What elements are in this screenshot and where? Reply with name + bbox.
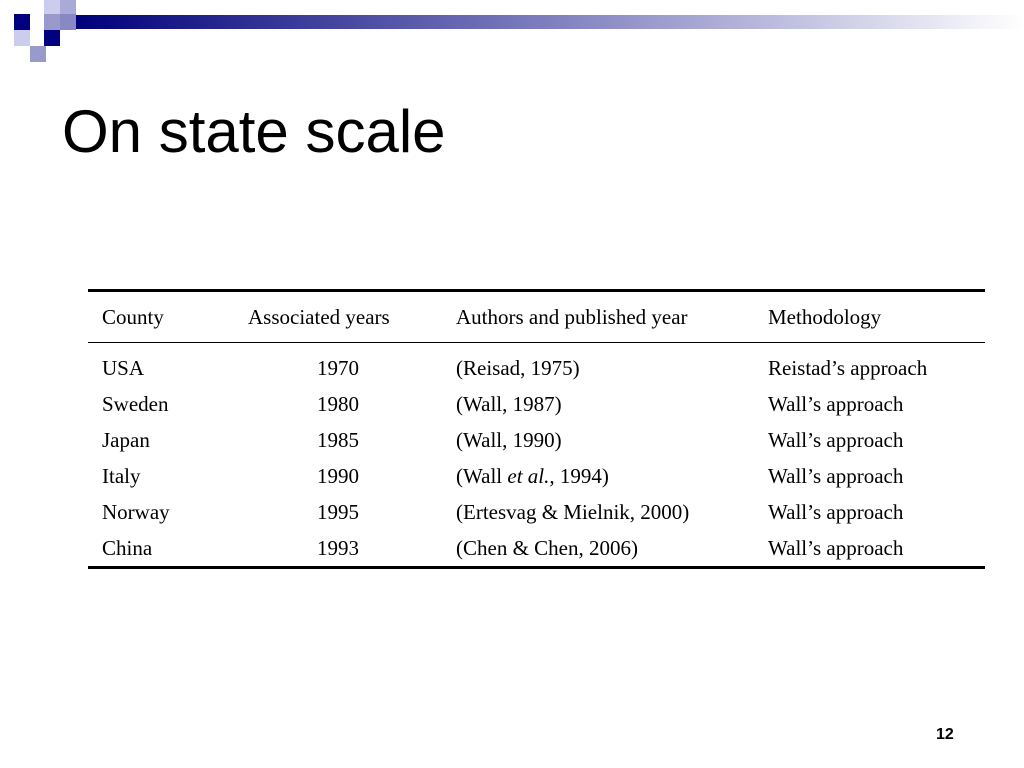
table-row (88, 422, 985, 458)
page-number: 12 (936, 726, 954, 743)
header-decoration (0, 0, 1024, 70)
deco-square (60, 14, 76, 30)
cell-methodology: Reistad’s approach (768, 355, 928, 380)
results-table-container (88, 289, 985, 569)
deco-square (30, 46, 46, 62)
table-row (88, 458, 985, 494)
cell-year: 1980 (317, 391, 359, 416)
header-authors: Authors and published year (456, 304, 688, 329)
deco-square (14, 14, 30, 30)
cell-authors: (Chen & Chen, 2006) (442, 530, 754, 568)
cell-methodology: Wall’s approach (768, 391, 904, 416)
cell-country: Italy (102, 463, 141, 488)
deco-square (44, 0, 60, 14)
deco-square (14, 30, 30, 46)
cell-methodology: Wall’s approach (768, 427, 904, 452)
cell-year: 1970 (317, 355, 359, 380)
results-table (88, 289, 985, 569)
table-header-row (88, 291, 985, 343)
cell-country: Norway (102, 499, 170, 524)
cell-country: Japan (102, 427, 150, 452)
cell-year: 1985 (317, 427, 359, 452)
deco-square (60, 0, 76, 14)
table-row (88, 494, 985, 530)
cell-methodology: Wall’s approach (768, 463, 904, 488)
cell-authors: (Wall, 1987) (456, 391, 562, 416)
cell-year: 1993 (234, 530, 442, 568)
cell-authors: (Wall, 1990) (456, 427, 562, 452)
cell-country: USA (102, 355, 145, 380)
cell-country: Sweden (102, 391, 169, 416)
header-country: County (102, 304, 164, 329)
cell-methodology: Wall’s approach (754, 530, 985, 568)
cell-year: 1990 (317, 463, 359, 488)
cell-authors: (Ertesvag & Mielnik, 2000) (456, 499, 690, 524)
deco-square (44, 30, 60, 46)
cell-authors: (Reisad, 1975) (456, 355, 580, 380)
authors-et-al: et al. (507, 463, 550, 488)
cell-year: 1995 (317, 499, 359, 524)
table-row (88, 343, 985, 387)
table-row (88, 530, 985, 568)
header-gradient-band (76, 15, 1024, 29)
cell-authors (442, 458, 754, 494)
header-years: Associated years (248, 304, 390, 329)
authors-text-start: (Wall (456, 463, 508, 488)
header-methodology: Methodology (768, 304, 882, 329)
cell-methodology: Wall’s approach (768, 499, 904, 524)
cell-country: China (88, 530, 234, 568)
authors-text-end: , 1994) (549, 463, 609, 488)
slide-title: On state scale (62, 98, 446, 165)
table-row (88, 386, 985, 422)
deco-square (44, 14, 60, 30)
